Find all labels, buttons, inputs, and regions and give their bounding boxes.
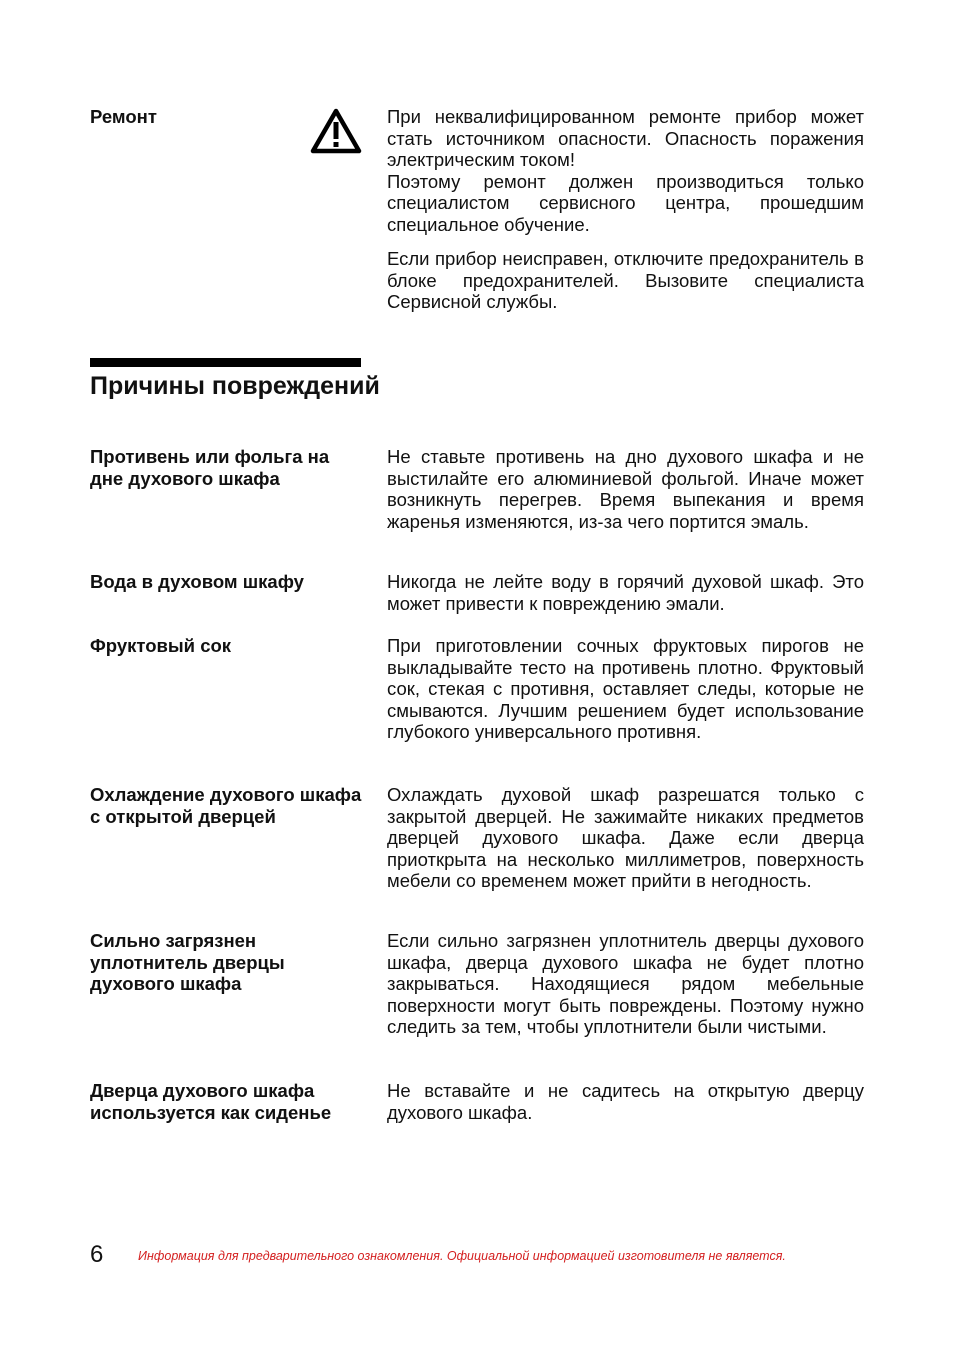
item-text-door-seat: Не вставайте и не садитесь на открытую дверцу духового шкафа. xyxy=(387,1080,864,1123)
repair-paragraph-1a: При неквалифицированном ремонте прибор может стать источником опасности. Опасность поражения электрическим током! xyxy=(387,106,864,170)
item-text-door-seal: Если сильно загрязнен уплотнитель дверцы духового шкафа, дверца духового шкафа не будет плотно закрываться. Находящиеся рядом мебельные поверхности могут быть повреждены. Поэтому нужно следить за тем, чтобы уплотнители были чистыми. xyxy=(387,930,864,1037)
section-title: Причины повреждений xyxy=(90,372,380,400)
repair-paragraph-1b: Поэтому ремонт должен производиться только специалистом сервисного центра, прошедшим специальное обучение. xyxy=(387,170,864,235)
item-label-door-seat: Дверца духового шкафа используется как сиденье xyxy=(90,1080,332,1123)
item-text-cooling: Охлаждать духовой шкаф разрешатся только с закрытой дверцей. Не зажимайте никаких предметов дверцей духового шкафа. Даже если дверца приоткрыта на несколько миллиметров, поверхность мебели со временем может прийти в негодность. xyxy=(387,784,864,891)
item-label-cooling: Охлаждение духового шкафа с открытой дверцей xyxy=(90,784,362,827)
repair-paragraph-2: Если прибор неисправен, отключите предохранитель в блоке предохранителей. Вызовите специалиста Сервисной службы. xyxy=(387,248,864,312)
repair-paragraph-1 xyxy=(387,106,864,235)
item-label-water: Вода в духовом шкафу xyxy=(90,571,304,592)
item-text-water: Никогда не лейте воду в горячий духовой шкаф. Это может привести к повреждению эмали. xyxy=(387,571,864,614)
item-label-fruit-juice: Фруктовый сок xyxy=(90,635,232,656)
item-text-tray-foil: Не ставьте противень на дно духового шкафа и не выстилайте его алюминиевой фольгой. Иначе может возникнуть перегрев. Время выпекания и время жаренья изменяются, из-за чего портится эмаль. xyxy=(387,446,864,532)
item-label-tray-foil: Противень или фольга на дне духового шкафа xyxy=(90,446,330,489)
section-rule xyxy=(90,358,361,367)
page-number: 6 xyxy=(90,1241,104,1268)
warning-icon xyxy=(310,108,362,154)
repair-label: Ремонт xyxy=(90,106,157,127)
footer-disclaimer: Информация для предварительного ознакомления. Официальной информацией изготовителя не является. xyxy=(138,1249,786,1263)
item-label-door-seal: Сильно загрязнен уплотнитель дверцы духового шкафа xyxy=(90,930,285,994)
item-text-fruit-juice: При приготовлении сочных фруктовых пирогов не выкладывайте тесто на противень плотно. Фруктовый сок, стекая с противня, оставляет следы, которые не смываются. Лучшим решением будет использование глубокого универсального противня. xyxy=(387,635,864,742)
repair-text xyxy=(387,106,864,313)
